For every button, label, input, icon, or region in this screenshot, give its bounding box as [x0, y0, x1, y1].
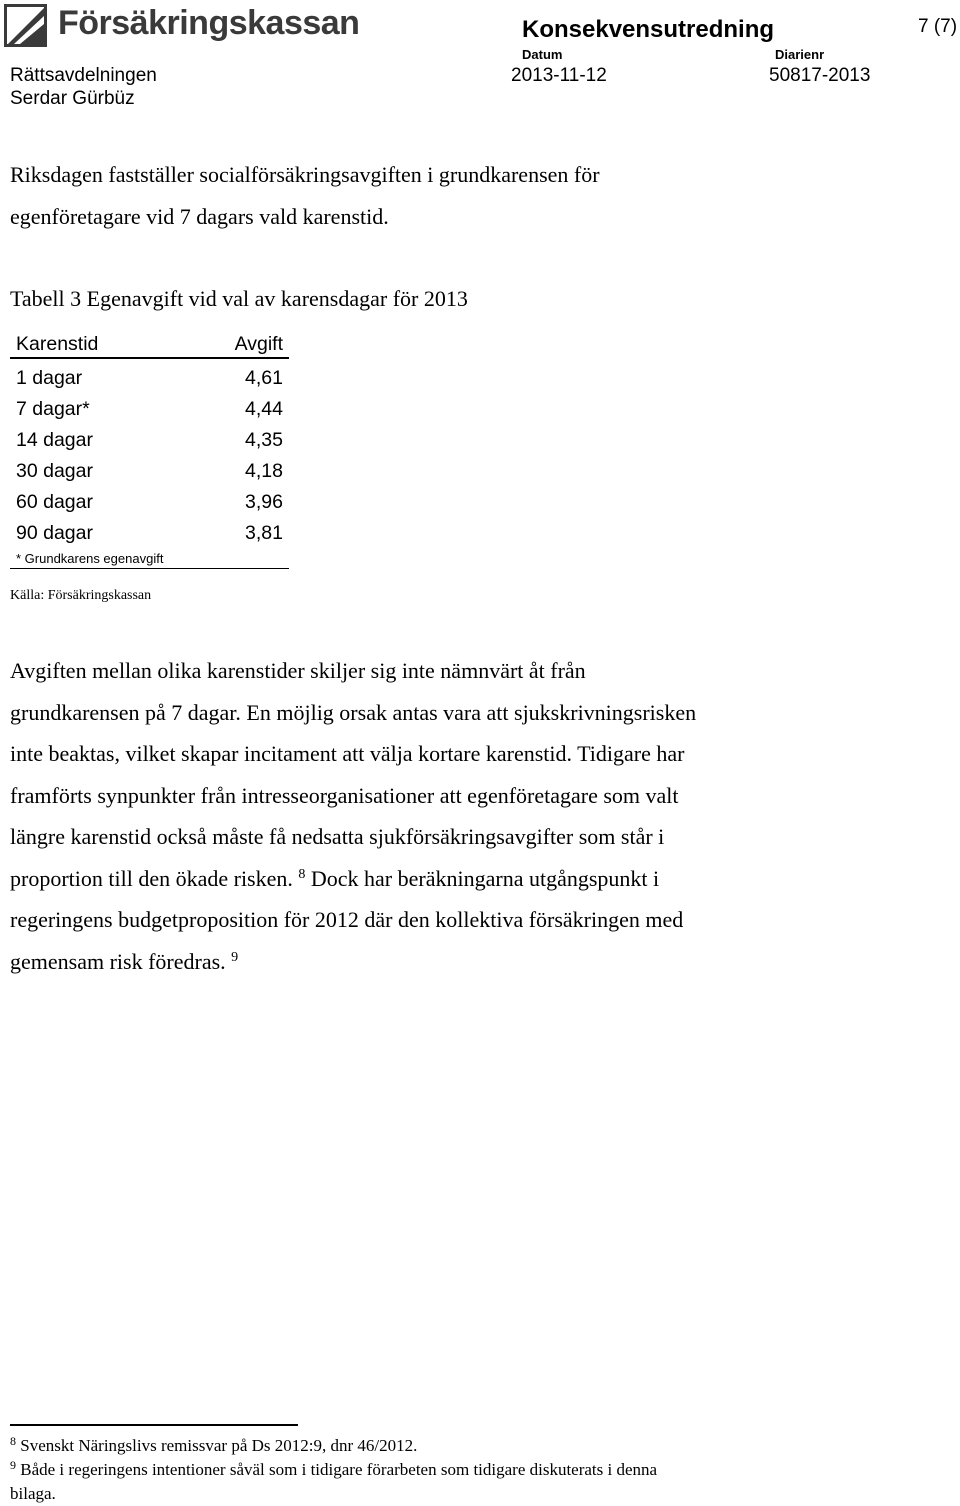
page-number: 7 (7) — [918, 16, 958, 37]
author: Serdar Gürbüz — [10, 88, 135, 109]
footnote-number: 9 — [10, 1458, 16, 1472]
body-line: regeringens budgetproposition för 2012 där den kollektiva försäkringen med — [10, 907, 684, 932]
table-caption: Tabell 3 Egenavgift vid val av karensdagar för 2013 — [10, 286, 468, 311]
cell-avgift: 4,18 — [245, 460, 283, 482]
footnote-ref-8[interactable]: 8 — [298, 866, 306, 882]
footnote-text: Svenskt Näringslivs remissvar på Ds 2012:9, dnr 46/2012. — [16, 1436, 418, 1455]
intro-line: Riksdagen fastställer socialförsäkringsavgiften i grundkarensen för — [10, 162, 600, 187]
registration-number: 50817-2013 — [769, 65, 871, 86]
department: Rättsavdelningen — [10, 65, 157, 86]
table-row — [10, 363, 289, 394]
forsakringskassan-logo-icon — [4, 4, 50, 50]
registration-label: Diarienr — [775, 47, 825, 62]
body-text: gemensam risk föredras. — [10, 948, 226, 974]
footnote-number: 8 — [10, 1434, 16, 1448]
table-row — [10, 456, 289, 487]
intro-line: egenföretagare vid 7 dagars vald karenstid. — [10, 203, 389, 229]
body-line — [10, 858, 696, 900]
table-row — [10, 518, 289, 549]
footnote-separator — [10, 1424, 298, 1426]
cell-avgift: 3,96 — [245, 491, 283, 513]
footnote-9-continuation: bilaga. — [10, 1484, 56, 1503]
cell-karenstid: 14 dagar — [16, 429, 93, 451]
table-body — [10, 363, 289, 569]
body-line: inte beaktas, vilket skapar incitament att välja kortare karenstid. Tidigare har — [10, 741, 685, 766]
cell-avgift: 4,44 — [245, 398, 283, 420]
table-row — [10, 425, 289, 456]
document-type: Konsekvensutredning — [522, 16, 775, 43]
table-header-row — [10, 333, 289, 359]
footnotes — [10, 1434, 657, 1506]
intro-paragraph — [10, 154, 600, 237]
fee-table — [10, 333, 289, 569]
cell-karenstid: 30 dagar — [16, 460, 93, 482]
body-line: framförts synpunkter från intresseorganisationer att egenföretagare som valt — [10, 782, 679, 808]
body-line: grundkarensen på 7 dagar. En möjlig orsak antas vara att sjukskrivningsrisken — [10, 699, 697, 725]
logo-wordmark: Försäkringskassan — [58, 4, 360, 42]
body-line: längre karenstid också måste få nedsatta sjukförsäkringsavgifter som står i — [10, 824, 665, 849]
footnote-8 — [10, 1434, 657, 1458]
cell-karenstid: 1 dagar — [16, 367, 83, 389]
body-text: Dock har beräkningarna utgångspunkt i — [305, 865, 660, 891]
table-row — [10, 394, 289, 425]
footnote-9 — [10, 1458, 657, 1482]
table-row — [10, 487, 289, 518]
column-header-karenstid: Karenstid — [16, 333, 99, 355]
footnote-text: Både i regeringens intentioner såväl som i tidigare förarbeten som tidigare diskuterats i denna — [16, 1460, 658, 1479]
cell-karenstid: 60 dagar — [16, 491, 93, 513]
date-label: Datum — [522, 47, 563, 62]
footnote-ref-9[interactable]: 9 — [231, 949, 239, 965]
body-line: Avgiften mellan olika karenstider skiljer sig inte nämnvärt åt från — [10, 658, 586, 683]
cell-karenstid: 7 dagar* — [16, 398, 90, 420]
body-line — [10, 941, 696, 983]
cell-avgift: 3,81 — [245, 522, 283, 544]
body-paragraph — [10, 650, 696, 982]
date-value: 2013-11-12 — [511, 65, 607, 86]
table-note: * Grundkarens egenavgift — [16, 551, 164, 566]
column-header-avgift: Avgift — [234, 333, 283, 355]
table-source: Källa: Försäkringskassan — [10, 588, 152, 603]
body-text: proportion till den ökade risken. — [10, 865, 293, 891]
cell-karenstid: 90 dagar — [16, 522, 93, 544]
cell-avgift: 4,61 — [245, 367, 283, 389]
cell-avgift: 4,35 — [245, 429, 283, 451]
